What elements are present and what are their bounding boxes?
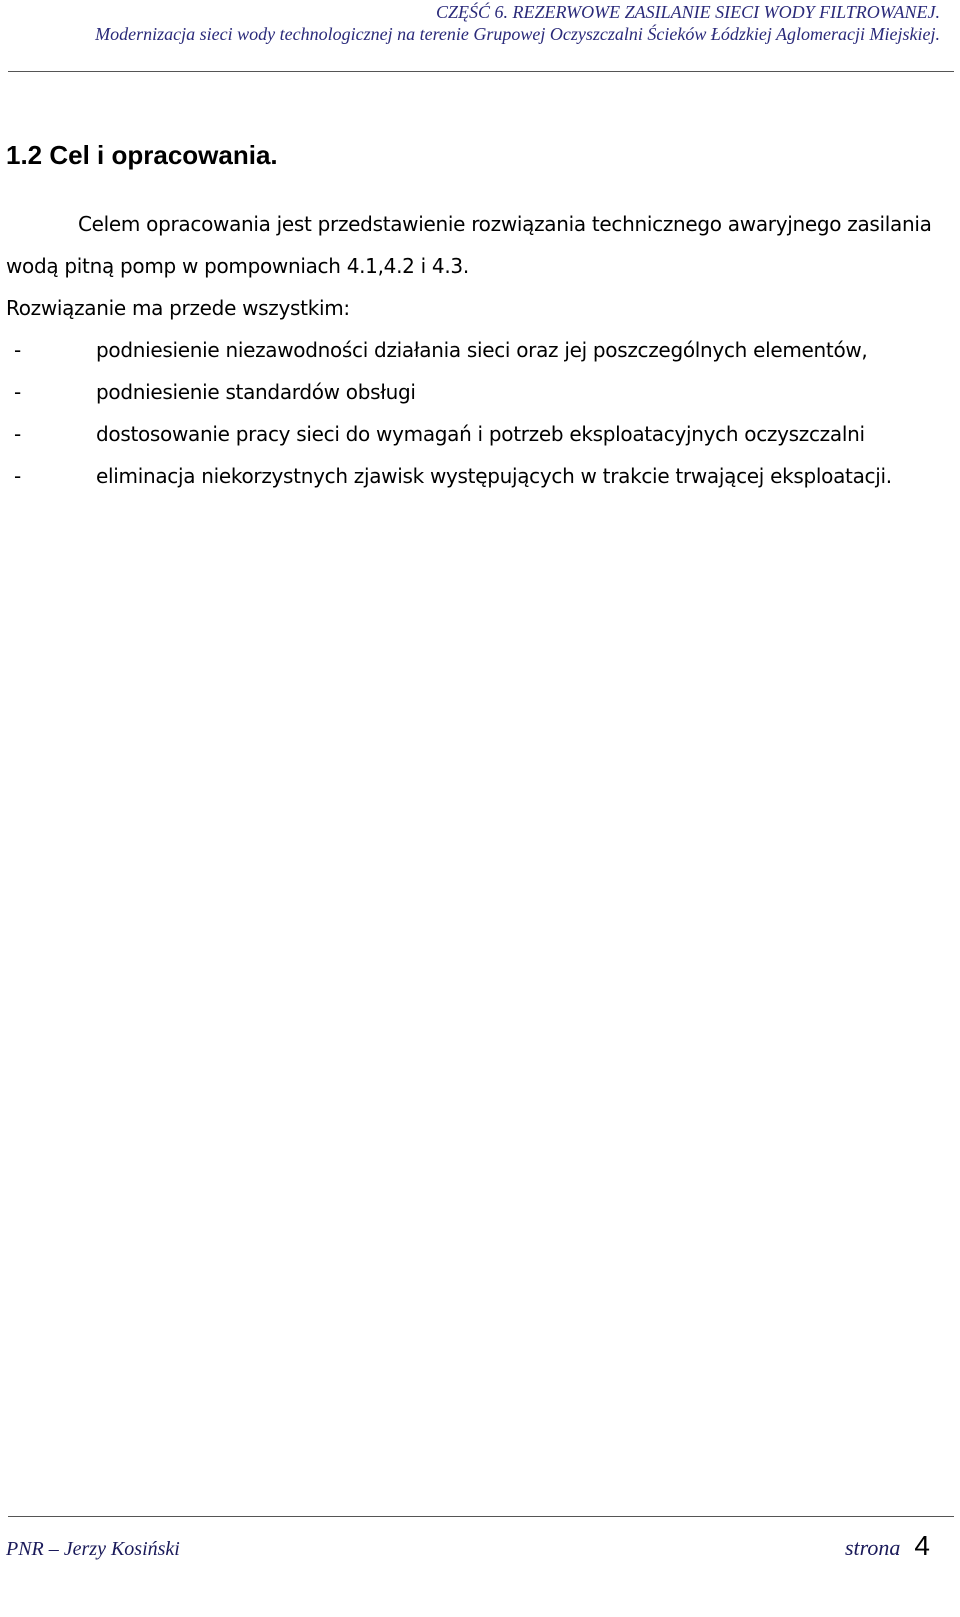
goals-intro: Rozwiązanie ma przede wszystkim:	[6, 296, 350, 320]
list-item-text: podniesienie standardów obsługi	[96, 380, 416, 404]
footer-page	[845, 1530, 930, 1562]
intro-paragraph: Celem opracowania jest przedstawienie rozwiązania technicznego awaryjnego zasilania wodą pitną pomp w pompowniach 4.1,4.2 i 4.3.	[6, 212, 932, 278]
bullet-dash: -	[14, 380, 21, 404]
goals-list	[0, 329, 932, 497]
list-item-text: dostosowanie pracy sieci do wymagań i potrzeb eksploatacyjnych oczyszczalni	[96, 422, 865, 446]
bullet-dash: -	[14, 338, 21, 362]
list-item-text: eliminacja niekorzystnych zjawisk występujących w trakcie trwającej eksploatacji.	[96, 464, 892, 488]
list-item	[0, 371, 932, 413]
section-title: 1.2 Cel i opracowania.	[6, 140, 278, 170]
page-label: strona	[845, 1535, 901, 1560]
header-divider	[8, 71, 954, 72]
list-item	[0, 455, 932, 497]
bullet-dash: -	[14, 422, 21, 446]
bullet-dash: -	[14, 464, 21, 488]
header-part-title: CZĘŚĆ 6. REZERWOWE ZASILANIE SIECI WODY FILTROWANEJ.	[435, 2, 940, 22]
page-header	[0, 0, 960, 74]
list-item	[0, 413, 932, 455]
footer-divider	[8, 1516, 954, 1517]
page-number: 4	[914, 1530, 930, 1561]
list-item	[0, 329, 932, 371]
footer-author: PNR – Jerzy Kosiński	[6, 1538, 180, 1560]
list-item-text: podniesienie niezawodności działania sieci oraz jej poszczególnych elementów,	[96, 338, 868, 362]
header-project-title: Modernizacja sieci wody technologicznej na terenie Grupowej Oczyszczalni Ścieków Łódzkiej Aglomeracji Miejskiej.	[95, 24, 940, 44]
